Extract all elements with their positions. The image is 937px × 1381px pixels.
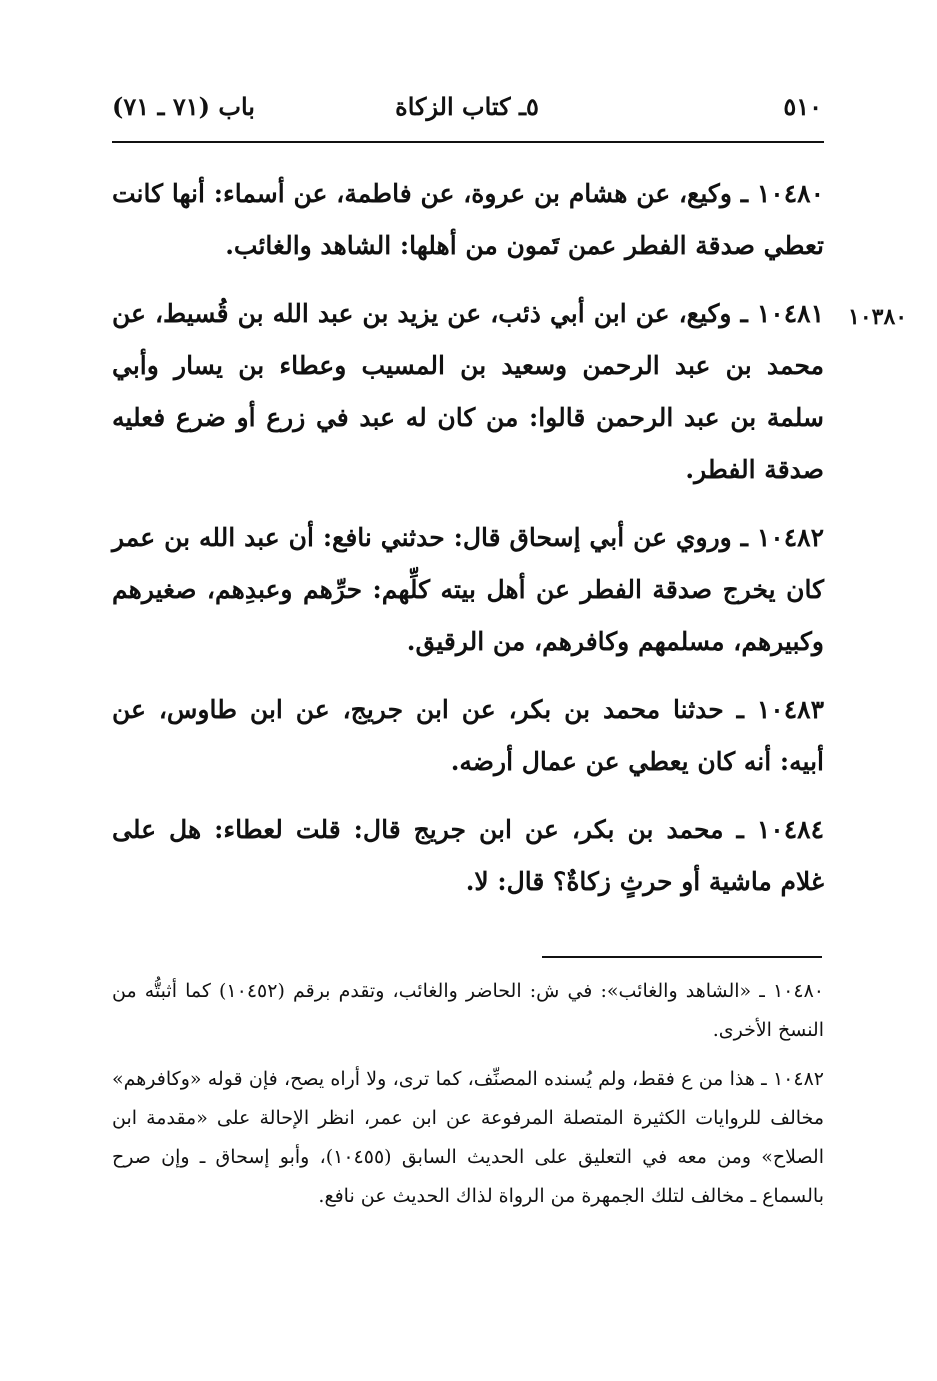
hadith-paragraph: ١٠٤٨٢ ـ وروي عن أبي إسحاق قال: حدثني نافع: أن عبد الله بن عمر كان يخرج صدقة الفطر عن أهل بيته كلِّهم: حرِّهم وعبدِهم، صغيرهم وكبيرهم، مسلمهم وكافرهم، من الرقيق. xyxy=(112,523,824,656)
hadith-paragraph: ١٠٤٨٣ ـ حدثنا محمد بن بكر، عن ابن جريج، عن ابن طاوس، عن أبيه: أنه كان يعطي عن عمال أرضه. xyxy=(112,695,824,776)
section-title: باب (٧١ ـ ٧١) xyxy=(112,92,255,121)
footnote: ١٠٤٨٢ ـ هذا من ع فقط، ولم يُسنده المصنِّف، كما ترى، ولا أراه يصح، فإن قوله «وكافرهم» مخالف للروايات الكثيرة المتصلة المرفوعة عن ابن عمر، انظر الإحالة على «مقدمة ابن الصلاح» ومن معه في التعليق على الحديث السابق (١٠٤٥٥)، وأبو إسحاق ـ وإن صرح بالسماع ـ مخالف لتلك الجمهرة من الرواة لذاك الحديث عن نافع. xyxy=(112,1068,824,1207)
page-header xyxy=(112,92,822,132)
margin-number: ١٠٣٨٠ xyxy=(848,304,908,330)
footnotes xyxy=(112,972,824,1226)
hadith-paragraph: ١٠٤٨٠ ـ وكيع، عن هشام بن عروة، عن فاطمة، عن أسماء: أنها كانت تعطي صدقة الفطر عمن تَمون من أهلها: الشاهد والغائب. xyxy=(112,179,824,260)
hadith-paragraph: ١٠٤٨٤ ـ محمد بن بكر، عن ابن جريج قال: قلت لعطاء: هل على غلام ماشية أو حرثٍ زكاةٌ؟ قال: لا. xyxy=(112,815,824,896)
page-number: ٥١٠ xyxy=(783,92,822,121)
header-rule xyxy=(112,141,824,143)
footnote-rule xyxy=(542,956,822,958)
footnote: ١٠٤٨٠ ـ «الشاهد والغائب»: في ش: الحاضر والغائب، وتقدم برقم (١٠٤٥٢) كما أثبتُّه من النسخ الأخرى. xyxy=(112,980,824,1041)
main-text xyxy=(112,168,824,924)
hadith-paragraph: ١٠٤٨١ ـ وكيع، عن ابن أبي ذئب، عن يزيد بن عبد الله بن قُسيط، عن محمد بن عبد الرحمن وسعيد بن المسيب وعطاء بن يسار وأبي سلمة بن عبد الرحمن قالوا: من كان له عبد في زرع أو ضرع فعليه صدقة الفطر. xyxy=(112,299,824,484)
book-title: ٥ـ كتاب الزكاة xyxy=(395,92,539,121)
